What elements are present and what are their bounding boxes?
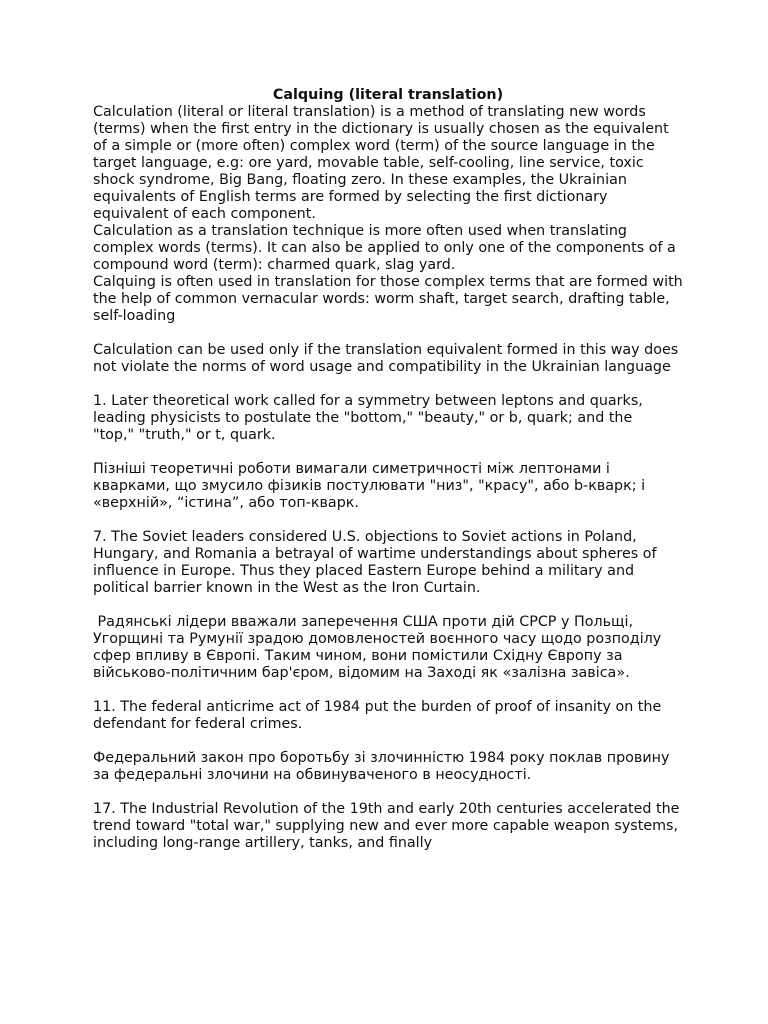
example-1-english: 1. Later theoretical work called for a symmetry between leptons and quarks, leading physicists to postulate the "bottom," "beauty," or b, quark; and the	[93, 393, 643, 426]
paragraph-calculation-definition: Calculation (literal or literal translation) is a method of translating new words (terms) when the first entry in the dictionary is usually chosen as the equivalent of a simple or (more often) complex word (term) of the source language in the target language, e.g: ore yard, movable table, self-cooling, line service, toxic shock syndrome, Big Bang, floating zero. In these examples, the Ukrainian equivalents of English terms are formed by selecting the first dictionary equivalent of each component.	[93, 104, 669, 222]
example-7-english: 7. The Soviet leaders considered U.S. objections to Soviet actions in Poland, Hungary, and Romania a betrayal of wartime understandings about spheres of influence in Europe. Thus they placed Eastern Europe behind a military and political barrier known in the West as the Iron Curtain.	[93, 529, 657, 596]
document-page	[93, 87, 683, 852]
example-1-ukrainian: Пізніші теоретичні роботи вимагали симетричності між лептонами і кварками, що змусило фізиків постулювати "низ", "красу", або b-кварк; і «верхній», “істина”, або топ-кварк.	[93, 461, 646, 511]
example-1-english-continued: "top," "truth," or t, quark.	[93, 427, 276, 443]
spacer	[93, 733, 683, 750]
spacer	[93, 325, 683, 342]
document-title: Calquing (literal translation)	[272, 87, 504, 103]
example-11-english: 11. The federal anticrime act of 1984 put the burden of proof of insanity on the defendant for federal crimes.	[93, 699, 662, 732]
spacer	[93, 512, 683, 529]
paragraph-calquing-usage: Calquing is often used in translation for those complex terms that are formed with the help of common vernacular words: worm shaft, target search, drafting table, self-loading	[93, 274, 683, 324]
spacer	[93, 444, 683, 461]
paragraph-calculation-norms: Calculation can be used only if the translation equivalent formed in this way does not violate the norms of word usage and compatibility in the Ukrainian language	[93, 342, 679, 375]
example-17-english: 17. The Industrial Revolution of the 19th and early 20th centuries accelerated the trend toward "total war," supplying new and ever more capable weapon systems, including long-range artillery, tanks, and finally	[93, 801, 680, 851]
spacer	[93, 682, 683, 699]
spacer	[93, 376, 683, 393]
example-7-ukrainian: Радянські лідери вважали заперечення США проти дій СРСР у Польщі, Угорщині та Румунії зрадою домовленостей воєнного часу щодо розподілу сфер впливу в Європі. Таким чином, вони помістили Східну Європу за військово-політичним бар'єром, відомим на Заході як «залізна завіса».	[93, 614, 666, 681]
example-11-ukrainian: Федеральний закон про боротьбу зі злочинністю 1984 року поклав провину за федеральні злочини на обвинуваченого в неосудності.	[93, 750, 670, 783]
spacer	[93, 784, 683, 801]
spacer	[93, 597, 683, 614]
paragraph-calculation-technique: Calculation as a translation technique is more often used when translating complex words (terms). It can also be applied to only one of the components of a compound word (term): charmed quark, slag yard.	[93, 223, 676, 273]
